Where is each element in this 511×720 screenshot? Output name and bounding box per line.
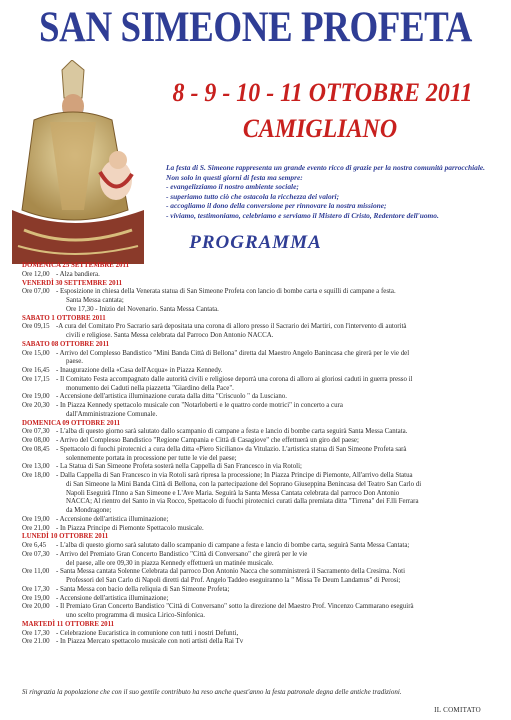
programme-entry [22,455,504,464]
programme-entry [22,507,504,516]
event-time: Ore 07,30 [22,550,50,558]
event-description: Napoli Eseguirà l'Inno a San Simeone e L'Ave Maria. Seguirà la Santa Messa Cantata celebrata dal parroco Don Antonio [66,489,400,497]
indent-spacer [22,332,66,341]
event-description: - L'alba di questo giorno sarà salutato dallo scampanio di campane a festa e lancio di bombe carta seguirà Santa Messa Cantata. [56,428,408,436]
indent-spacer [22,612,66,621]
event-time: Ore 11,00 [22,568,50,576]
event-time: Ore 19,00 [22,515,50,523]
festival-dates: 8 - 9 - 10 - 11 OTTOBRE 2011 [172,78,473,107]
programme-entry [22,297,504,306]
programme-entry [22,385,504,394]
event-time: Ore 08,45 [22,445,50,453]
event-description: Ore 17,30 - Inizio del Novenario. Santa Messa Cantata. [66,305,219,313]
event-time: Ore 09,15 [22,323,50,331]
programme-entry [22,472,504,481]
event-time: Ore 12,00 [22,270,50,278]
indent-spacer [22,490,66,499]
event-description: Professori del San Carlo di Napoli diretti dal Prof. Angelo Taddeo eseguiranno la " Missa Te Deum Landamus" di Perosi; [66,577,401,584]
programme-entry [22,367,504,376]
programme-entry [22,577,504,586]
event-description: - Il Comitato Festa accompagnato dalle autorità civili e religiose deporrà una corona di alloro ai gloriosi caduti in guerra presso il [56,375,413,383]
indent-spacer [22,297,66,306]
programme-entry [22,446,504,455]
event-description: - Arrivo del Premiato Gran Concerto Bandistico "Città di Conversano" che girerà per le vie [56,550,308,558]
event-time: Ore 07,30 [22,428,50,436]
programme-entry [22,498,504,507]
programme-entry [22,323,504,332]
programme-entry [22,402,504,411]
programme-entry [22,586,504,595]
programme-entry [22,376,504,385]
programme-entry [22,551,504,560]
festival-place: CAMIGLIANO [242,114,398,143]
event-time: Ore 17,30 [22,585,50,593]
event-description: - Accensione dell'artistica illuminazione; [56,515,169,523]
event-time: Ore 21.00 [22,638,50,646]
event-time: Ore 20,30 [22,402,50,409]
intro-line: - viviamo, testimoniamo, celebriamo e serviamo il Mistero di Cristo, Redentore dell'uomo. [166,210,439,220]
event-description: - Arrivo del Complesso Bandistico "Regione Campania e Città di Casagiove" che effettuerà un giro del paese; [56,437,359,444]
programme-entry [22,542,504,551]
indent-spacer [22,411,66,420]
indent-spacer [22,560,66,569]
intro-text [166,163,506,221]
programma-heading: PROGRAMMA [189,232,322,253]
programme-entry [22,332,504,341]
day-heading: LUNEDÌ 10 OTTOBRE 2011 [22,533,109,541]
day-heading: DOMENICA 09 OTTOBRE 2011 [22,419,121,427]
event-description: di San Simeone la Mini Banda Città di Bellona, con la partecipazione del Soprano Giuseppina Benincasa del Teatro San Carlo di [66,480,422,488]
indent-spacer [22,498,66,507]
event-description: - In Piazza Principe di Piemonte Spettacolo musicale. [56,524,204,532]
event-description: - Alza bandiera. [56,270,100,278]
event-description: - Accensione dell'artistica illuminazione; [56,594,169,602]
event-description: civili e religiose. Santa Messa celebrata dal Parroco Don Antonio NACCA. [66,332,274,339]
indent-spacer [22,455,66,464]
event-description: - Esposizione in chiesa della Venerata statua di San Simeone Profeta con lancio di bombe carta e squilli di campane a festa. [56,288,396,296]
programme-entry [22,638,504,647]
event-description: NACCA; Al rientro del Santo in via Rocco, Spettacolo di fuochi pirotecnici curati dalla premiata ditta "Tirrena" dei F.lli Ferrara [66,498,419,506]
event-time: Ore 18,00 [22,472,50,479]
intro-line: - accogliamo il dono della conversione per rinnovare la nostra missione; [166,201,387,211]
day-heading: SABATO 1 OTTOBRE 2011 [22,314,106,322]
event-description: dall'Amministrazione Comunale. [66,410,158,418]
intro-line: - evangelizziamo il nostro ambiente sociale; [166,182,299,192]
programme-entry [22,428,504,437]
intro-line: - superiamo tutto ciò che ostacola la ricchezza dei valori; [166,191,340,201]
intro-line: Non solo in questi giorni di festa ma sempre: [166,172,303,182]
event-description: - Arrivo del Complesso Bandistico "Mini Banda Città di Bellona" diretta dal Maestro Angelo Banincasa che girerà per le vie del [56,349,410,357]
event-time: Ore 20,00 [22,603,50,611]
programme-entry [22,411,504,420]
indent-spacer [22,306,66,315]
programme-entry [22,560,504,569]
programme-entry [22,603,504,612]
day-heading: MARTEDÌ 11 OTTOBRE 2011 [22,620,115,628]
programme-entry [22,490,504,499]
indent-spacer [22,385,66,394]
event-time: Ore 07,00 [22,288,50,296]
thanks-note: Si ringrazia la popolazione che con il suo gentile contributo ha reso anche quest'anno la festa patronale degna delle antiche tradizioni. [22,688,402,696]
intro-line: La festa di S. Simeone rappresenta un grande evento ricco di grazie per la nostra comunità parrocchiale. [166,163,486,172]
event-description: - Spettacolo di fuochi pirotecnici a cura della ditta «Piero Siciliano» da Vitulazio. L'artistica statua di San Simeone Profeta sarà [56,445,407,453]
event-description: - In Piazza Mercato spettacolo musicale con noti artisti della Rai Tv [56,638,244,646]
indent-spacer [22,577,66,586]
programme-list [22,262,504,647]
event-description: - In Piazza Kennedy spettacolo musicale con "Notarloberti e le quattro corde motrici" in concerto a cura [56,402,343,409]
programme-entry [22,630,504,639]
event-description: da Mondragone; [66,507,112,514]
programme-entry [22,525,504,534]
programme-entry [22,612,504,621]
event-description: - Accensione dell'artistica illuminazione curata dalla ditta "Criscuolo " da Lusciano. [56,393,287,401]
event-time: Ore 16,45 [22,367,50,374]
event-description: -A cura del Comitato Pro Sacrario sarà depositata una corona di alloro presso il Sacrario dei Martiri, con l'intervento di autorità [56,323,407,331]
event-time: Ore 6,45 [22,542,47,549]
programme-entry [22,393,504,402]
programme-entry [22,463,504,472]
day-heading: DOMENICA 25 SETTEMBRE 2011 [22,262,130,269]
event-description: - Inaugurazione della «Casa dell'Acqua» in Piazza Kennedy. [56,367,223,374]
event-time: Ore 19,00 [22,393,50,401]
programme-entry [22,288,504,297]
event-description: solennemente portata in processione per tutte le vie del paese; [66,454,237,462]
day-heading: VENERDÌ 30 SETTEMBRE 2011 [22,279,123,287]
programme-entry [22,437,504,446]
event-description: - Celebrazione Eucaristica in comunione con tutti i nostri Defunti, [56,629,239,637]
event-description: monumento dei Caduti nella piazzetta "Giardino della Pace". [66,384,234,392]
event-description: - L'alba di questo giorno sarà salutato dallo scampanio di campane a festa e lancio di bombe carta, seguirà Santa Messa Cantata; [56,542,410,549]
event-description: - Santa Messa cantata Solenne Celebrata dal parroco Don Antonio Nacca che somministrerà il Sacramento della Cresima. Noti [56,568,406,576]
programme-entry [22,271,504,280]
page-title: SAN SIMEONE PROFETA [39,4,472,51]
event-description: - Il Premiato Gran Concerto Bandistico "Città di Conversano" sotto la direzione del Maestro Prof. Vincenzo Cammarano eseguirà [56,603,414,611]
programme-entry [22,481,504,490]
event-time: Ore 19,00 [22,594,50,602]
committee-signature: IL COMITATO [434,706,481,714]
event-time: Ore 21,00 [22,524,50,532]
event-description: - La Statua di San Simeone Profeta sosterà nella Cappella di San Francesco in via Rotoli; [56,463,302,471]
programme-entry [22,595,504,604]
event-description: paese. [66,358,84,366]
event-time: Ore 08,00 [22,437,50,444]
event-description: Santa Messa cantata; [66,297,124,304]
programme-entry [22,568,504,577]
indent-spacer [22,481,66,490]
indent-spacer [22,358,66,367]
event-description: - Dalla Cappella di San Francesco in via Rotoli sarà ripresa la processione; In Piazza Principe di Piemonte, All'arrivo della Statua [56,472,413,479]
programme-entry [22,516,504,525]
event-description: del paese, alle ore 09,30 in piazza Kennedy effettuerà un matinée musicale. [66,559,274,567]
day-heading: SABATO 08 OTTOBRE 2011 [22,340,110,348]
event-time: Ore 15,00 [22,349,50,357]
programme-entry [22,306,504,315]
event-description: uno scelto programma di musica Lirico-Sinfonica. [66,612,205,619]
event-time: Ore 13,00 [22,463,50,471]
indent-spacer [22,507,66,516]
programme-entry [22,358,504,367]
event-time: Ore 17,15 [22,375,50,383]
event-time: Ore 17,30 [22,629,50,637]
event-description: - Santa Messa con bacio della reliquia di San Simeone Profeta; [56,585,230,593]
programme-entry [22,350,504,359]
